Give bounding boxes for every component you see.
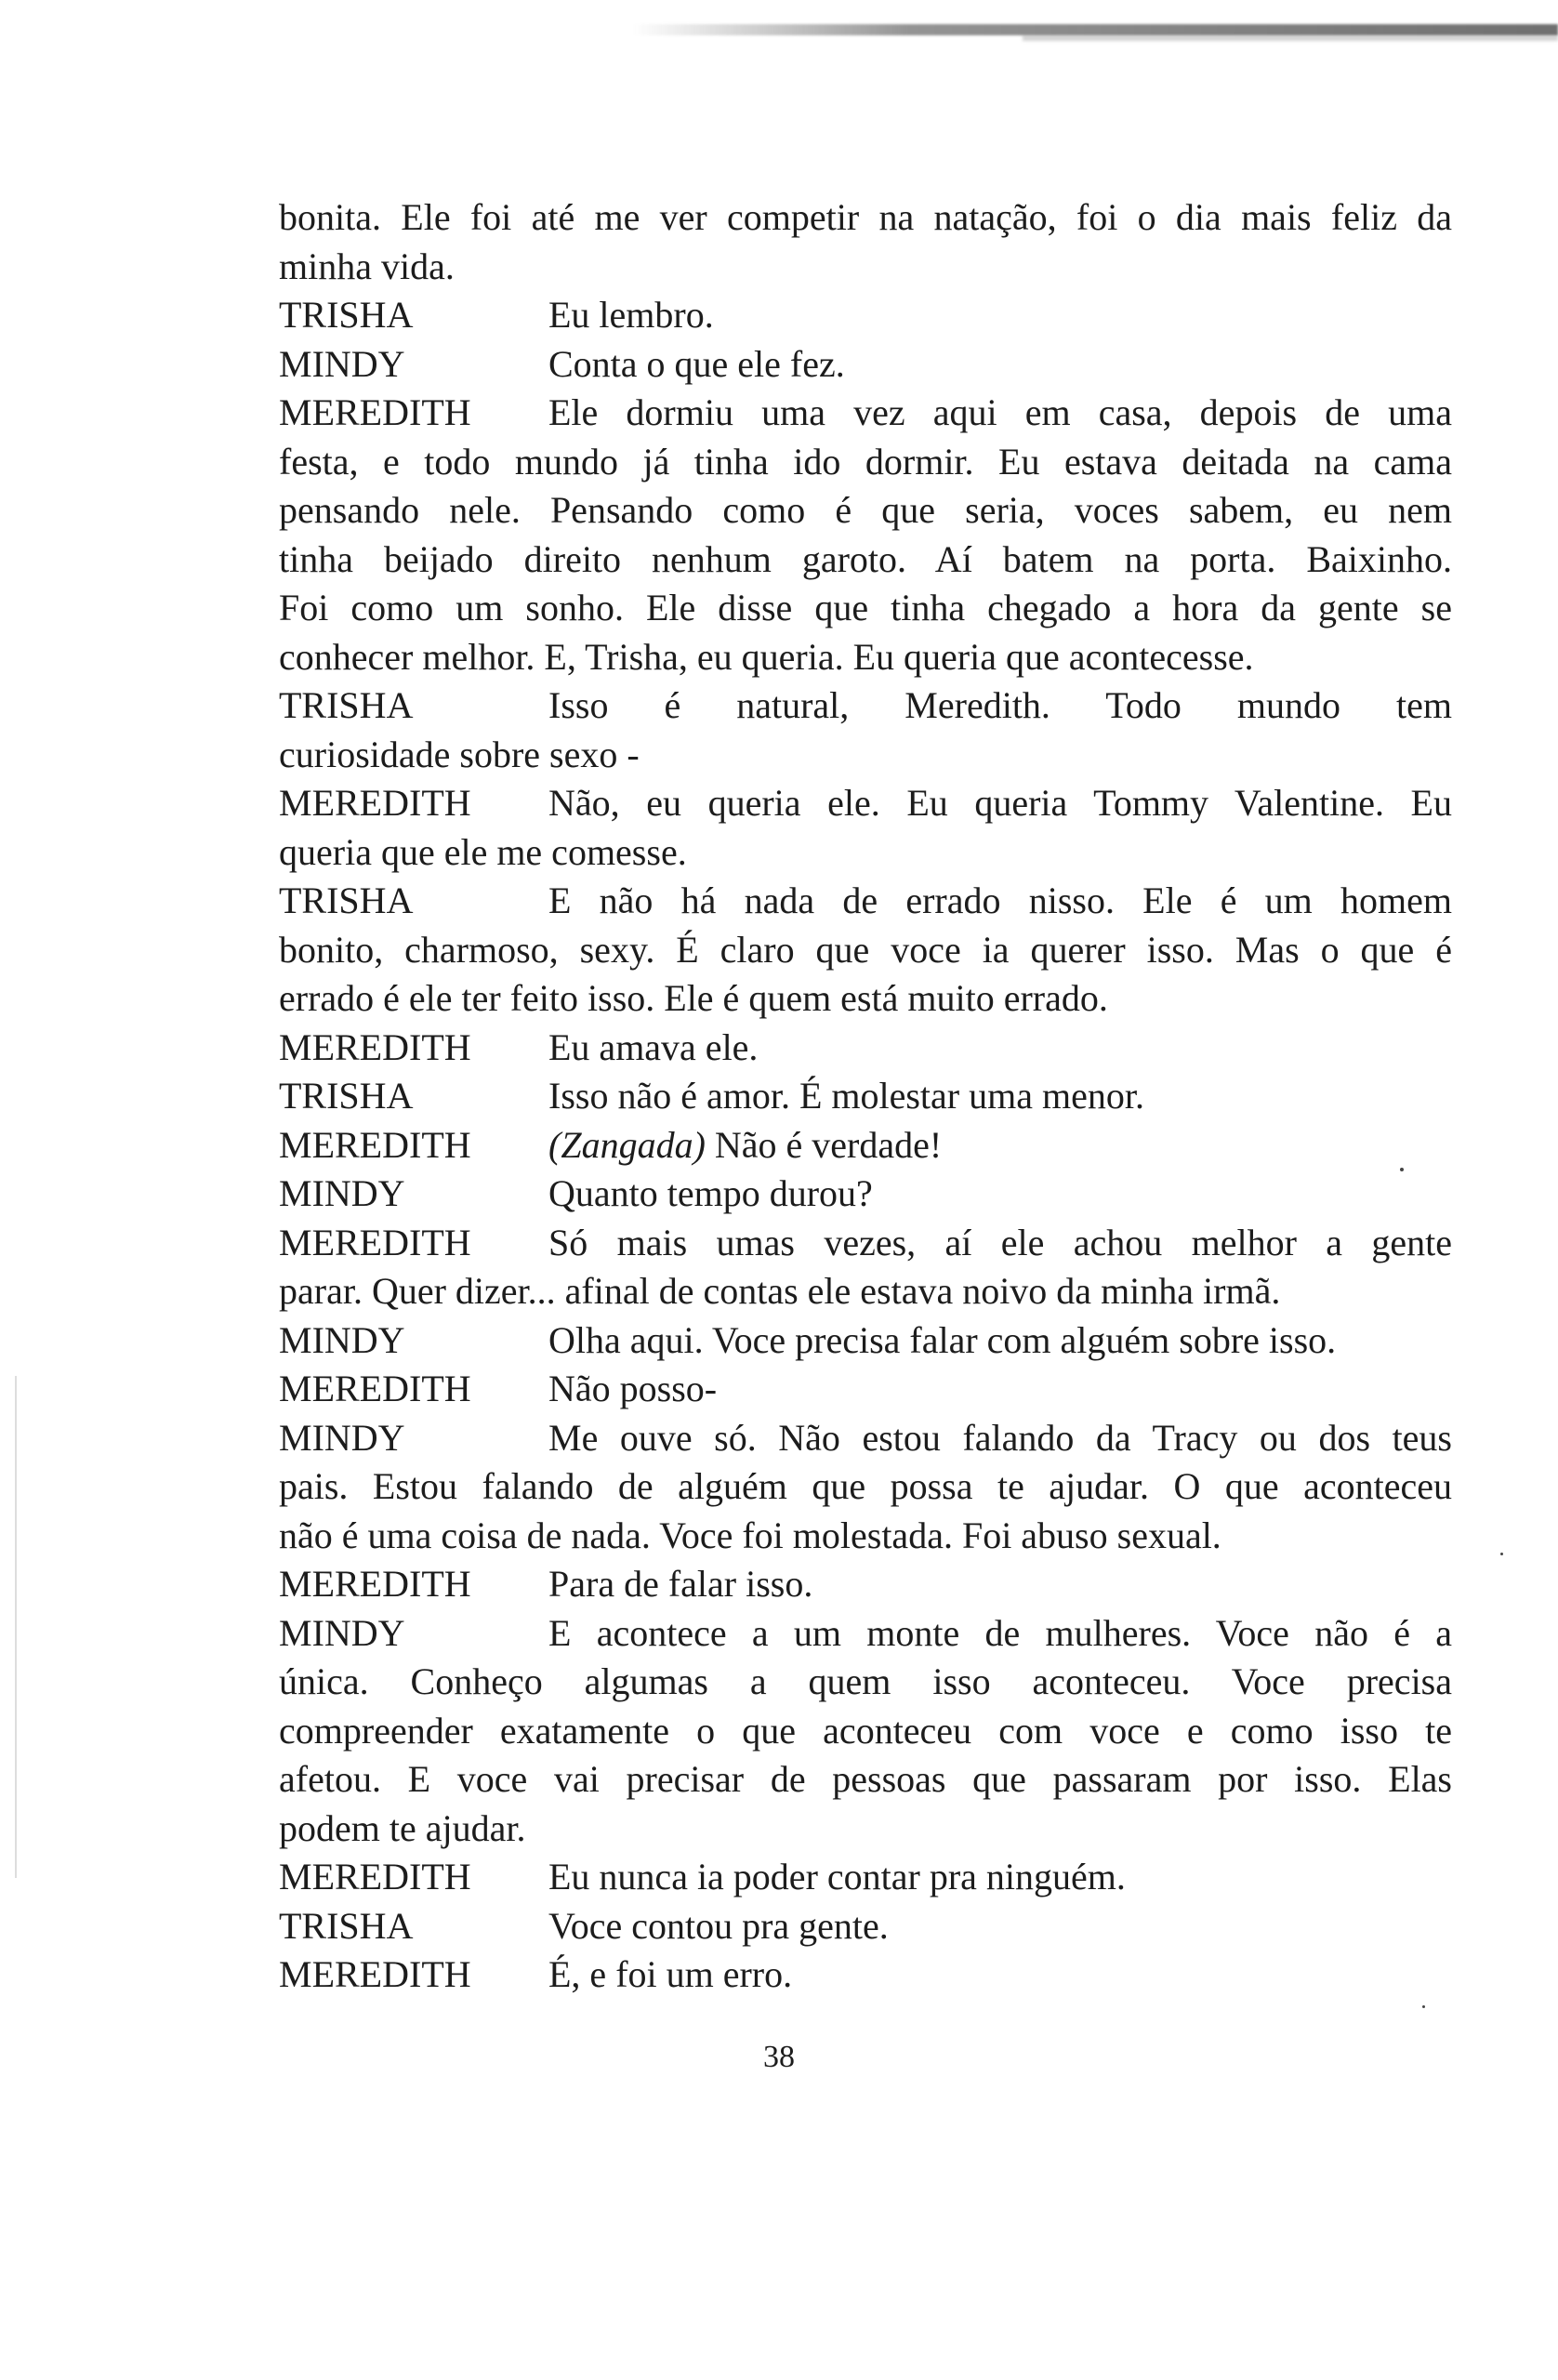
speaker-name: MEREDITH [279, 1025, 471, 1068]
dialogue-text: pensando nele. Pensando como é que seria, voces sabem, eu nem [279, 489, 1452, 531]
dialogue-line-with-speaker [279, 1316, 1452, 1366]
dialogue-text: errado é ele ter feito isso. Ele é quem está muito errado. [279, 977, 1108, 1019]
dialogue-text: Conta o que ele fez. [548, 342, 845, 385]
dialogue-text: É, e foi um erro. [548, 1953, 793, 1995]
speaker-name: MINDY [279, 1611, 405, 1654]
speaker-name: MEREDITH [279, 782, 471, 824]
dialogue-line-with-speaker [279, 681, 1452, 731]
dialogue-text: bonita. Ele foi até me ver competir na natação, foi o dia mais feliz da [279, 196, 1452, 238]
dialogue-text: Foi como um sonho. Ele disse que tinha chegado a hora da gente se [279, 587, 1452, 628]
scan-speck [1400, 1168, 1404, 1171]
speaker-name: MINDY [279, 1416, 405, 1459]
dialogue-text: Isso é natural, Meredith. Todo mundo tem [548, 684, 1452, 726]
dialogue-text: não é uma coisa de nada. Voce foi molestada. Foi abuso sexual. [279, 1514, 1221, 1556]
dialogue-line-with-speaker [279, 1560, 1452, 1609]
dialogue-line-with-speaker [279, 1609, 1452, 1659]
speaker-name: MEREDITH [279, 391, 471, 433]
dialogue-text: E não há nada de errado nisso. Ele é um homem [548, 879, 1452, 921]
dialogue-line [279, 974, 1452, 1024]
dialogue-text: Para de falar isso. [548, 1563, 813, 1605]
dialogue-line-with-speaker [279, 1121, 1452, 1170]
speaker-name: TRISHA [279, 684, 414, 726]
dialogue-line [279, 1658, 1452, 1707]
dialogue-text: afetou. E voce vai precisar de pessoas que passaram por isso. Elas [279, 1758, 1452, 1800]
speaker-name: MINDY [279, 1318, 405, 1361]
dialogue-text: compreender exatamente o que aconteceu com voce e como isso te [279, 1709, 1452, 1752]
dialogue-line-with-speaker [279, 1950, 1452, 2000]
dialogue-text: Eu lembro. [548, 294, 714, 336]
dialogue-line-with-speaker [279, 779, 1452, 828]
dialogue-text: podem te ajudar. [279, 1806, 526, 1849]
dialogue-text: Olha aqui. Voce precisa falar com alguém sobre isso. [548, 1318, 1337, 1361]
dialogue-text: bonito, charmoso, sexy. É claro que voce ia querer isso. Mas o que é [279, 928, 1452, 971]
dialogue-line-with-speaker [279, 877, 1452, 926]
dialogue-line-with-speaker [279, 1902, 1452, 1951]
dialogue-line [279, 438, 1452, 487]
dialogue-line [279, 731, 1452, 780]
speaker-name: MEREDITH [279, 1368, 471, 1409]
dialogue-text: E acontece a um monte de mulheres. Voce não é a [548, 1611, 1452, 1654]
dialogue-line-with-speaker [279, 389, 1452, 438]
dialogue-text: conhecer melhor. E, Trisha, eu queria. Eu queria que acontecesse. [279, 635, 1254, 678]
scan-shadow-top-secondary [1023, 35, 1558, 41]
speaker-name: TRISHA [279, 1075, 414, 1117]
scan-margin-mark [15, 1376, 17, 1878]
scan-shadow-top [632, 24, 1558, 35]
dialogue-text: tinha beijado direito nenhum garoto. Aí batem na porta. Baixinho. [279, 537, 1452, 580]
dialogue-line-with-speaker [279, 291, 1452, 340]
dialogue-text: festa, e todo mundo já tinha ido dormir. Eu estava deitada na cama [279, 440, 1452, 483]
page-number: 38 [763, 2040, 795, 2074]
script-text-body [279, 193, 1452, 2000]
dialogue-text: queria que ele me comesse. [279, 830, 687, 873]
dialogue-line [279, 536, 1452, 585]
dialogue-line [279, 926, 1452, 975]
dialogue-line-with-speaker [279, 1414, 1452, 1463]
dialogue-text: Isso não é amor. É molestar uma menor. [548, 1075, 1144, 1117]
dialogue-text: Não posso- [548, 1368, 718, 1409]
dialogue-text: pais. Estou falando de alguém que possa te ajudar. O que aconteceu [279, 1465, 1452, 1507]
stage-direction: (Zangada) [548, 1123, 706, 1166]
dialogue-line [279, 1462, 1452, 1512]
dialogue-text: Só mais umas vezes, aí ele achou melhor a gente [548, 1221, 1452, 1263]
dialogue-line [279, 828, 1452, 878]
dialogue-line-with-speaker [279, 1170, 1452, 1219]
dialogue-line [279, 486, 1452, 536]
scan-speck [1500, 1553, 1503, 1555]
speaker-name: MEREDITH [279, 1221, 471, 1263]
dialogue-text: Me ouve só. Não estou falando da Tracy ou dos teus [548, 1416, 1452, 1459]
dialogue-line-with-speaker [279, 1219, 1452, 1268]
speaker-name: TRISHA [279, 1904, 414, 1947]
speaker-name: MEREDITH [279, 1563, 471, 1605]
dialogue-text: Quanto tempo durou? [548, 1172, 873, 1214]
dialogue-text: Não, eu queria ele. Eu queria Tommy Valentine. Eu [548, 782, 1452, 824]
speaker-name: MINDY [279, 342, 405, 385]
speaker-name: TRISHA [279, 294, 414, 336]
dialogue-text: Voce contou pra gente. [548, 1904, 889, 1947]
speaker-name: TRISHA [279, 879, 414, 921]
dialogue-line [279, 1512, 1452, 1561]
dialogue-line [279, 1707, 1452, 1756]
dialogue-line [279, 584, 1452, 633]
dialogue-text: Eu amava ele. [548, 1025, 759, 1068]
dialogue-text: única. Conheço algumas a quem isso aconteceu. Voce precisa [279, 1660, 1452, 1702]
dialogue-text: minha vida. [279, 245, 455, 287]
dialogue-line [279, 193, 1452, 243]
dialogue-line [279, 243, 1452, 292]
dialogue-line-with-speaker [279, 1024, 1452, 1073]
speaker-name: MEREDITH [279, 1856, 471, 1897]
dialogue-line [279, 633, 1452, 682]
speaker-name: MINDY [279, 1172, 405, 1214]
scan-speck [1422, 2005, 1425, 2008]
dialogue-line-with-speaker [279, 340, 1452, 390]
dialogue-line [279, 1755, 1452, 1805]
speaker-name: MEREDITH [279, 1953, 471, 1995]
dialogue-line [279, 1805, 1452, 1854]
dialogue-text: parar. Quer dizer... afinal de contas ele estava noivo da minha irmã. [279, 1270, 1281, 1312]
dialogue-text: Eu nunca ia poder contar pra ninguém. [548, 1856, 1126, 1897]
dialogue-line-with-speaker [279, 1365, 1452, 1414]
dialogue-text: Não é verdade! [705, 1123, 943, 1166]
dialogue-text: Ele dormiu uma vez aqui em casa, depois de uma [548, 391, 1452, 433]
dialogue-line-with-speaker [279, 1853, 1452, 1902]
dialogue-line-with-speaker [279, 1072, 1452, 1121]
dialogue-text: curiosidade sobre sexo - [279, 733, 640, 775]
speaker-name: MEREDITH [279, 1123, 471, 1166]
dialogue-line [279, 1267, 1452, 1316]
